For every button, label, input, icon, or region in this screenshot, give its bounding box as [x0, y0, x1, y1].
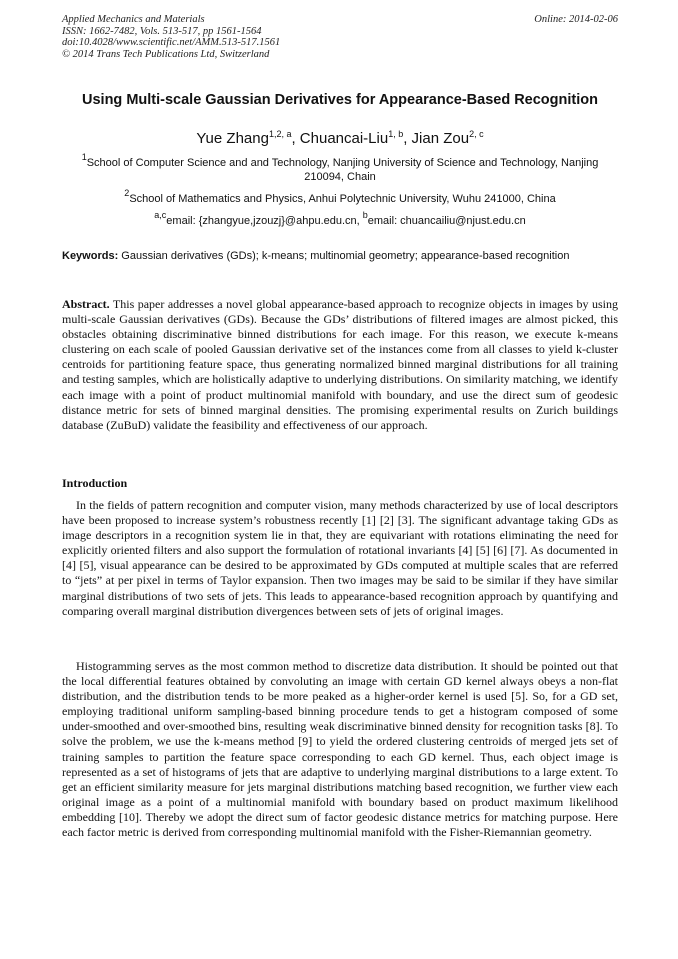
affiliation-2 — [62, 188, 618, 207]
abstract-text: This paper addresses a novel global appearance-based approach to recognize objects in images by using multi-scale Gaussian derivatives (GDs). Because the GDs’ distributions of filtered images are almost picked, this obstacles obtaining discriminative binned distributions for each image. For this reason, we execute k-means clustering on each scale of pooled Gaussian derivative set of the instances come from all classes to yield k-cluster centroids for partitioning feature space, thus generating normalized binned marginal distributions for all training and testing samples, which are holistically adaptive to underlying distributions. On similarity matching, we identify each image with a point of product multinomial manifold with boundary, and use the direct sum of geodesic distance metric for sets of binned marginal densities. The promising experimental results on Zurich buildings database (ZuBuD) validate the feasibility and effectiveness of our approach. — [62, 297, 618, 432]
author-name: , Jian Zou — [403, 130, 470, 147]
email-mark: a,c — [154, 210, 167, 220]
journal-name: Applied Mechanics and Materials — [62, 14, 205, 25]
email-text: email: chuancailiu@njust.edu.cn — [367, 215, 526, 227]
email-line — [62, 210, 618, 229]
intro-paragraph-1: In the fields of pattern recognition and computer vision, many methods characterized by use of local descriptors have been proposed to increase system’s robustness recently [1] [2] [3]. The significant advantage taking GDs as image descriptors in a recognition system lie in that, they are equivariant with rotations eliminating the need for explicitly oriented filters and also support the formulation of rotational invariants [4] [5] [6] [7]. As documented in [4] [5], visual appearance can be desired to be approximated by GDs computed at multiple scales that are referred to “jets” at per pixel in terms of Taylor expansion. Then two images may be said to be similar if they have similar marginal distributions of two sets of jets. This leads to appearance-based recognition approach by quantifying and comparing overall marginal distribution divergences between sets of jets of original images. — [62, 498, 618, 618]
doi-line: doi:10.4028/www.scientific.net/AMM.513-517.1561 — [62, 37, 281, 48]
author-name: Yue Zhang — [196, 130, 269, 147]
affiliation-text: School of Mathematics and Physics, Anhui Polytechnic University, Wuhu 241000, China — [129, 193, 556, 205]
affiliation-1 — [62, 152, 618, 184]
section-heading: Introduction — [62, 476, 128, 490]
intro-paragraph-2: Histogramming serves as the most common method to discretize data distribution. It should be pointed out that the local differential features obtained by convoluting an image with certain GD kernel always obeys a non-flat distribution, and the distribution tends to be more peaked as a higher-order kernel is used [5]. So, for a GD set, employing traditional uniform sampling-based binning procedure tends to get a histogram composed of some under-smoothed and over-smoothed bins, resulting weak discriminative binned density for recognition tasks [8]. To solve the problem, we use the k-means method [9] to yield the ordered clustering centroids of merged jets set of training samples to partition the feature space corresponding to each GD kernel. Thus, each object image is represented as a set of histograms of jets that are adaptive to underlying marginal distributions to a large extent. To get an efficient similarity measure for jets marginal distributions matching based recognition, we further view each original image as a point of a multinomial manifold with boundary based on product maximum likelihood embedding [10]. Thereby we adopt the direct sum of factor geodesic distance metrics for matching purpose. Here each factor metric is derived from corresponding multinomial manifold with the Fisher-Riemannian geometry. — [62, 659, 618, 840]
author-name: , Chuancai-Liu — [291, 130, 389, 147]
author-affiliation-mark: 1,2, a — [268, 129, 292, 139]
keywords-label: Keywords: — [62, 250, 119, 262]
author-affiliation-mark: 2, c — [469, 129, 484, 139]
paper-title: Using Multi-scale Gaussian Derivatives for Appearance-Based Recognition — [82, 92, 598, 108]
abstract — [62, 297, 618, 433]
author-affiliation-mark: 1, b — [388, 129, 404, 139]
keywords — [62, 250, 618, 263]
abstract-label: Abstract. — [62, 297, 110, 311]
email-text: email: {zhangyue,jzouzj}@ahpu.edu.cn, — [166, 215, 363, 227]
affiliation-text: School of Computer Science and and Technology, Nanjing University of Science and Technology, Nanjing 210094, Chain — [86, 157, 599, 183]
journal-header — [62, 14, 618, 60]
copyright-line: © 2014 Trans Tech Publications Ltd, Switzerland — [62, 48, 270, 60]
issn-line: ISSN: 1662-7482, Vols. 513-517, pp 1561-1564 — [62, 25, 262, 37]
affiliation-mark: 2 — [124, 188, 130, 198]
affiliation-mark: 1 — [81, 152, 87, 162]
keywords-text: Gaussian derivatives (GDs); k-means; multinomial geometry; appearance-based recognition — [118, 250, 570, 262]
online-date: Online: 2014-02-06 — [534, 14, 618, 25]
email-mark: b — [362, 210, 368, 220]
author-list — [62, 130, 618, 148]
